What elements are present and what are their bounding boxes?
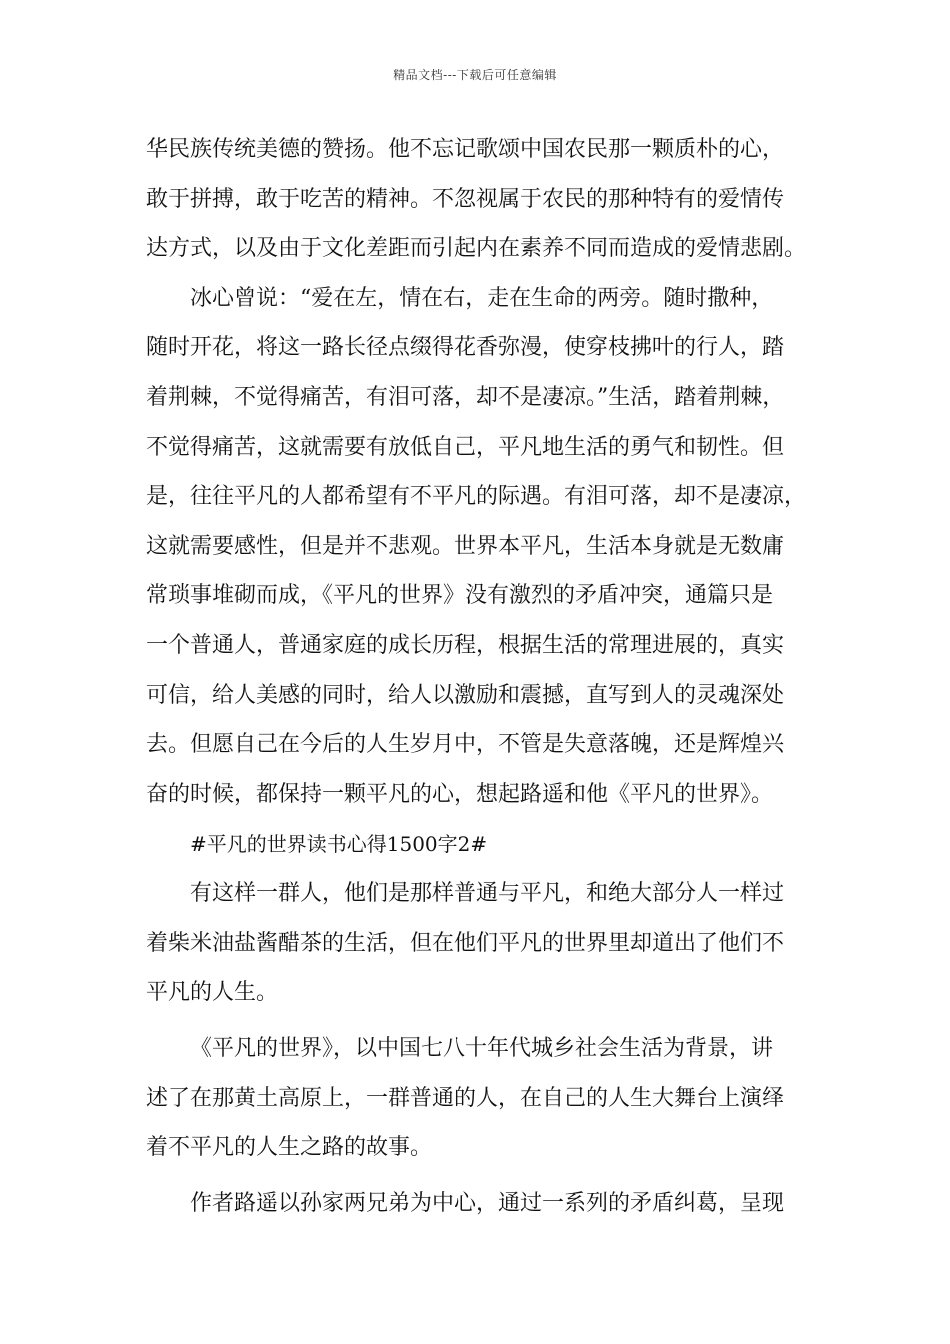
text-line: 作者路遥以孙家两兄弟为中心，通过一系列的矛盾纠葛，呈现	[190, 1191, 785, 1217]
text-line: 不觉得痛苦，这就需要有放低自己，平凡地生活的勇气和韧性。但	[146, 434, 785, 460]
document-body	[146, 132, 826, 1236]
text-line: 平凡的人生。	[146, 980, 279, 1006]
section-heading: #平凡的世界读书心得1500字2#	[190, 832, 488, 857]
text-line: 冰心曾说：“爱在左，情在右，走在生命的两旁。随时撒种，	[190, 285, 774, 311]
text-line: 述了在那黄土高原上，一群普通的人，在自己的人生大舞台上演绎	[146, 1085, 785, 1111]
text-line: 华民族传统美德的赞扬。他不忘记歌颂中国农民那一颗质朴的心，	[146, 137, 785, 162]
text-line: 着不平凡的人生之路的故事。	[146, 1135, 433, 1161]
text-line: 着荆棘，不觉得痛苦，有泪可落，却不是凄凉。”生活，踏着荆棘，	[146, 384, 785, 410]
text-line: 着柴米油盐酱醋茶的生活，但在他们平凡的世界里却道出了他们不	[146, 930, 785, 956]
page-header: 精品文档---下载后可任意编辑	[393, 68, 557, 82]
text-line: 《平凡的世界》，以中国七八十年代城乡社会生活为背景，讲	[190, 1036, 774, 1062]
text-line: 常琐事堆砌而成，《平凡的世界》没有激烈的矛盾冲突，通篇只是	[146, 583, 774, 609]
text-line: 有这样一群人，他们是那样普通与平凡，和绝大部分人一样过	[190, 880, 785, 906]
text-line: 敢于拼搏，敢于吃苦的精神。不忽视属于农民的那种特有的爱情传	[146, 186, 785, 212]
text-line: 去。但愿自己在今后的人生岁月中，不管是失意落魄，还是辉煌兴	[146, 732, 785, 758]
text-line: 可信，给人美感的同时，给人以激励和震撼，直写到人的灵魂深处	[146, 682, 785, 708]
text-line: 是，往往平凡的人都希望有不平凡的际遇。有泪可落，却不是凄凉，	[146, 484, 807, 510]
text-line: 奋的时候，都保持一颗平凡的心，想起路遥和他《平凡的世界》。	[146, 781, 774, 807]
text-line: 随时开花，将这一路长径点缀得花香弥漫，使穿枝拂叶的行人，踏	[146, 335, 785, 361]
text-line: 达方式，以及由于文化差距而引起内在素养不同而造成的爱情悲剧。	[146, 236, 807, 262]
text-line: 一个普通人，普通家庭的成长历程，根据生活的常理进展的，真实	[146, 632, 785, 658]
text-line: 这就需要感性，但是并不悲观。世界本平凡，生活本身就是无数庸	[146, 533, 785, 559]
